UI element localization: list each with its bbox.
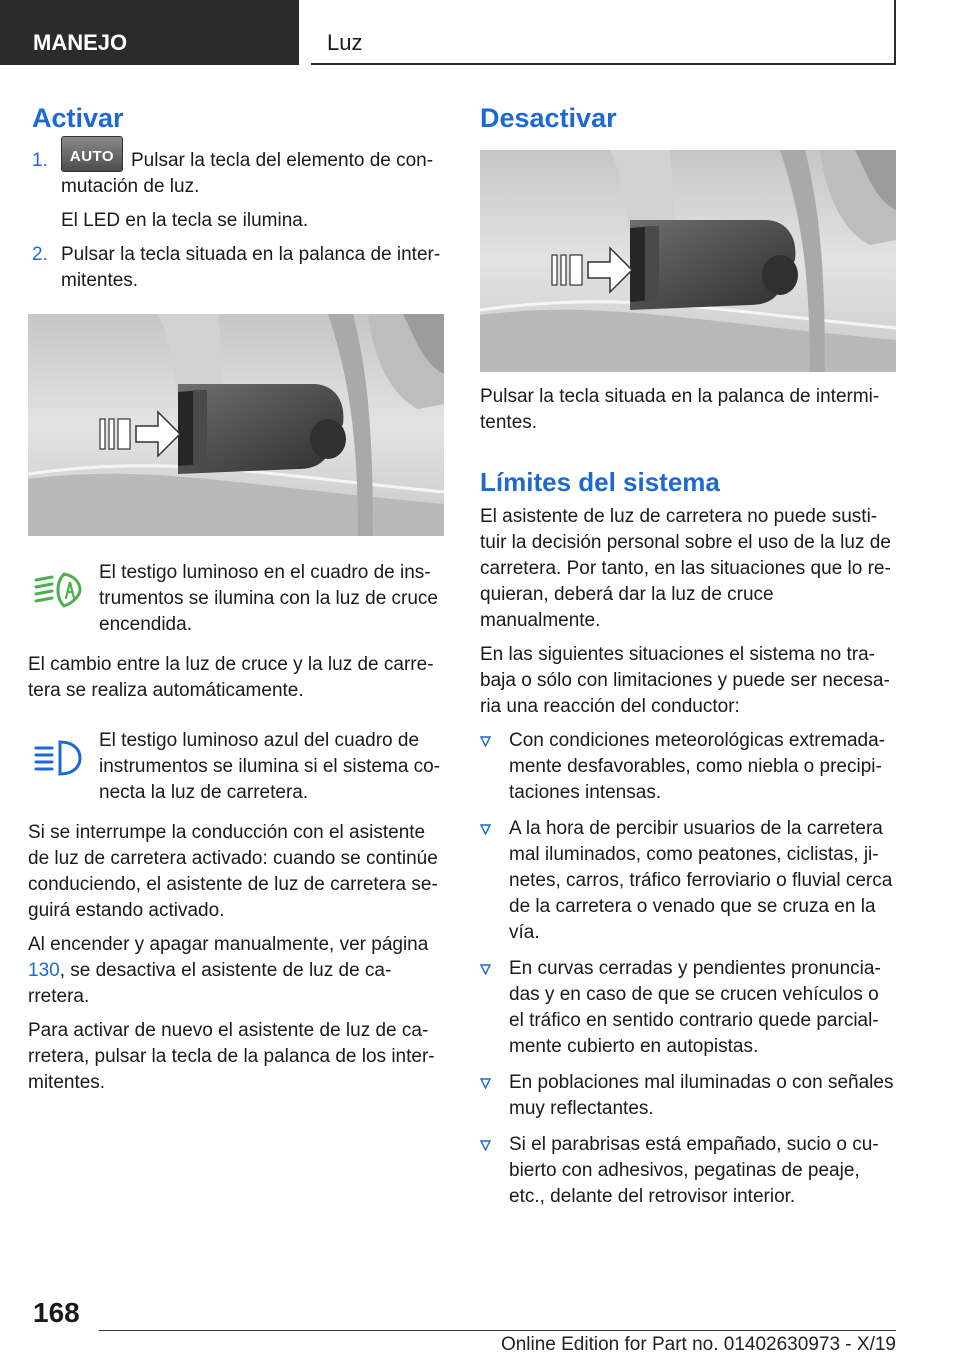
step-text: Pulsar la tecla situada en la palanca de intermitentes. bbox=[61, 244, 441, 291]
indicator-low-beam-text: El testigo luminoso en el cuadro de instrumentos se ilumina con la luz de cruce encendida. bbox=[99, 562, 438, 635]
bullet-triangle-icon bbox=[480, 824, 491, 835]
high-beam-assistant-indicator-icon bbox=[34, 738, 84, 778]
auto-button-icon bbox=[61, 136, 123, 172]
list-item: Si el parabrisas está empañado, sucio o cubierto con adhesivos, pegatinas de peaje, etc., delante del retrovisor interior. bbox=[480, 1132, 896, 1210]
list-item: En curvas cerradas y pendientes pronunciadas y en caso de que se crucen vehículos o el tráfico en sentido contrario quede parcialmente cubierto en autopistas. bbox=[480, 956, 896, 1060]
heading-activar: Activar bbox=[32, 103, 124, 133]
bullet-triangle-icon bbox=[480, 964, 491, 975]
auto-button-label: AUTO bbox=[69, 148, 115, 165]
limits-para-1: El asistente de luz de carretera no puede sustituir la decisión personal sobre el uso de la luz de carretera. Por tanto, en las situaciones que lo requieran, deberá dar la luz de cruce manualmente. bbox=[480, 506, 891, 631]
footer-edition: Online Edition for Part no. 01402630973 - X/19 bbox=[500, 1334, 896, 1355]
right-column bbox=[480, 100, 896, 1220]
indicator-high-beam-text: El testigo luminoso azul del cuadro de instrumentos se ilumina si el sistema conecta la luz de carretera. bbox=[99, 730, 441, 803]
bullet-triangle-icon bbox=[480, 1140, 491, 1151]
list-item: En poblaciones mal iluminadas o con señales muy reflectantes. bbox=[480, 1070, 896, 1122]
list-item: A la hora de percibir usuarios de la carretera mal iluminados, como peatones, ciclistas, jinetes, carros, tráfico ferroviario o fluvial cerca de la carretera o venado que se cruza en la vía. bbox=[480, 816, 896, 946]
turn-signal-lever-photo bbox=[28, 314, 444, 536]
para-manual: Al encender y apagar manualmente, ver página 130, se desactiva el asistente de luz de carretera. bbox=[28, 934, 429, 1007]
step-2 bbox=[28, 242, 444, 294]
heading-limits: Límites del sistema bbox=[480, 467, 720, 497]
para-interrupt: Si se interrumpe la conducción con el asistente de luz de carretera activado: cuando se continúe conduciendo, el asistente de luz de carretera seguirá estando activado. bbox=[28, 822, 438, 921]
step-subtext: El LED en la tecla se ilumina. bbox=[61, 210, 309, 231]
step-1 bbox=[28, 148, 444, 234]
list-item: Con condiciones meteorológicas extremadamente desfavorables, como niebla o precipitaciones intensas. bbox=[480, 728, 896, 806]
para-switch: El cambio entre la luz de cruce y la luz de carretera se realiza automáticamente. bbox=[28, 654, 434, 701]
step-number: 1. bbox=[32, 150, 48, 171]
limits-list bbox=[480, 728, 896, 1210]
indicator-low-beam bbox=[28, 560, 444, 638]
footer-divider bbox=[99, 1330, 896, 1331]
step-number: 2. bbox=[32, 244, 48, 265]
activation-steps bbox=[28, 148, 444, 294]
chapter-header: Luz bbox=[311, 0, 896, 65]
para-reactivate: Para activar de nuevo el asistente de luz de carretera, pulsar la tecla de la palanca de los intermitentes. bbox=[28, 1020, 435, 1093]
turn-signal-lever-photo bbox=[480, 150, 896, 372]
heading-desactivar: Desactivar bbox=[480, 103, 617, 133]
step-text: Pulsar la tecla del elemento de conmutación de luz. bbox=[61, 150, 434, 197]
page-number: 168 bbox=[33, 1297, 80, 1328]
low-beam-auto-indicator-icon bbox=[34, 570, 84, 610]
page-link-130[interactable]: 130 bbox=[28, 960, 60, 981]
bullet-triangle-icon bbox=[480, 736, 491, 747]
indicator-high-beam bbox=[28, 728, 444, 806]
bullet-triangle-icon bbox=[480, 1078, 491, 1089]
section-header: MANEJO bbox=[0, 0, 299, 65]
left-column bbox=[28, 100, 444, 1104]
deactivate-caption: Pulsar la tecla situada en la palanca de intermitentes. bbox=[480, 386, 880, 433]
limits-para-2: En las siguientes situaciones el sistema no trabaja o sólo con limitaciones y puede ser necesaria una reacción del conductor: bbox=[480, 644, 890, 717]
